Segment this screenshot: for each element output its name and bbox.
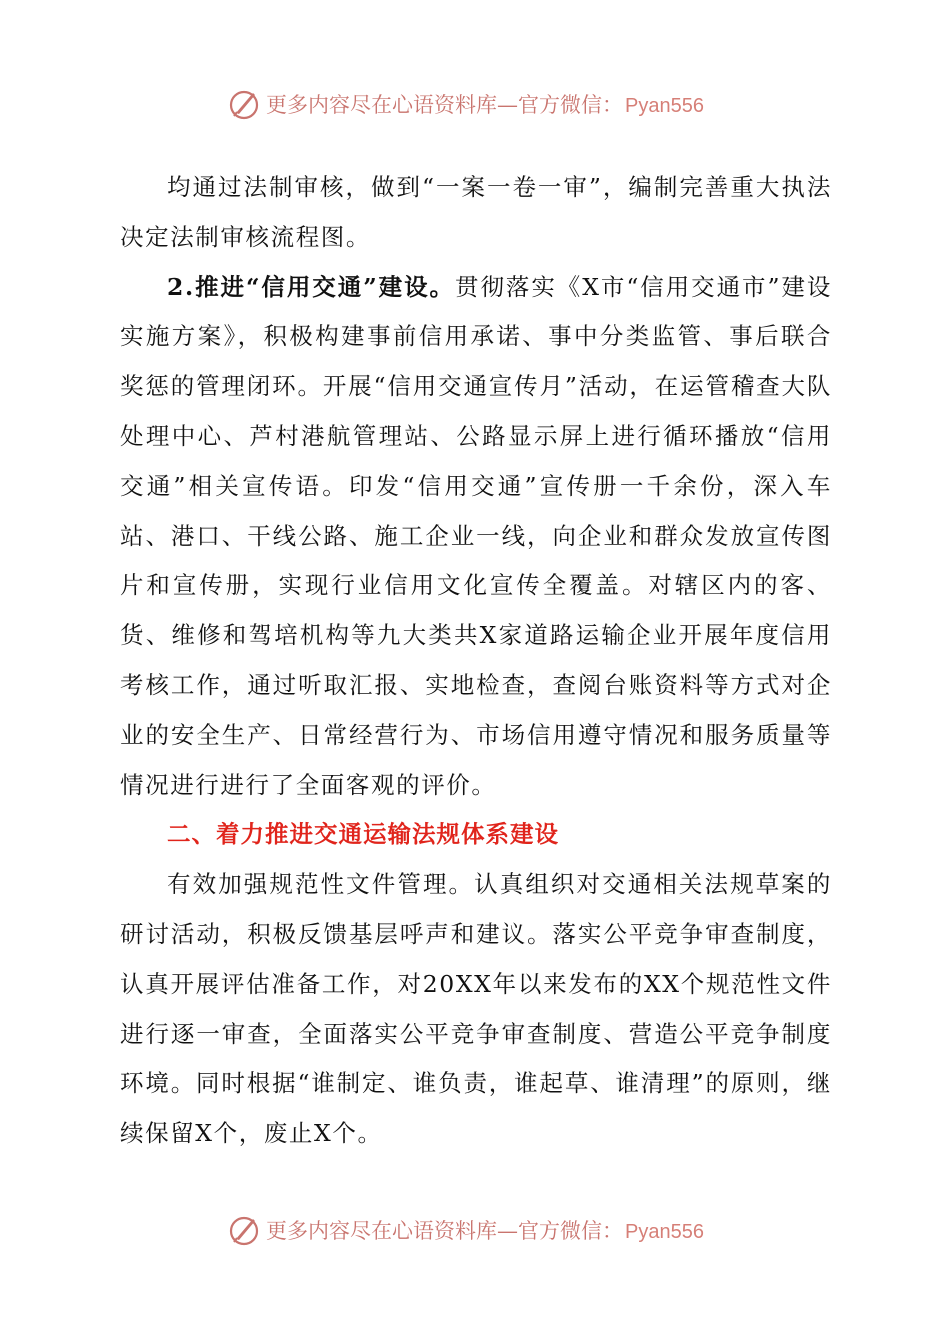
paragraph-2	[120, 263, 832, 811]
wechat-id: Pyan556	[625, 1221, 704, 1243]
paragraph-3: 有效加强规范性文件管理。认真组织对交通相关法规草案的研讨活动，积极反馈基层呼声和建议。落实公平竞争审查制度，认真开展评估准备工作，对20XX年以来发布的XX个规范性文件进行逐一审查，全面落实公平竞争审查制度、营造公平竞争制度环境。同时根据“谁制定、谁负责，谁起草、谁清理”的原则，继续保留X个，废止X个。	[120, 870, 832, 1148]
section-2-title: 二、着力推进交通运输法规体系建设	[167, 820, 559, 849]
paragraph-2-body: 贯彻落实《X市“信用交通市”建设实施方案》，积极构建事前信用承诺、事中分类监管、事后联合奖惩的管理闭环。开展“信用交通宣传月”活动，在运管稽查大队处理中心、芦村港航管理站、公路显示屏上进行循环播放“信用交通”相关宣传语。印发“信用交通”宣传册一千余份，深入车站、港口、干线公路、施工企业一线，向企业和群众发放宣传图片和宣传册，实现行业信用文化宣传全覆盖。对辖区内的客、货、维修和驾培机构等九大类共X家道路运输企业开展年度信用考核工作，通过听取汇报、实地检查，查阅台账资料等方式对企业的安全生产、日常经营行为、市场信用遵守情况和服务质量等情况进行进行了全面客观的评价。	[120, 272, 833, 799]
banner-text: 更多内容尽在心语资料库—官方微信： Pyan556	[266, 1219, 704, 1243]
paragraph-1: 均通过法制审核，做到“一案一卷一审”，编制完善重大执法决定法制审核流程图。	[120, 173, 832, 251]
quill-logo-icon	[226, 86, 262, 122]
header-banner	[0, 84, 950, 124]
subheading-credit-transport: 2.推进“信用交通”建设。	[167, 272, 455, 301]
document-body	[120, 163, 832, 1159]
banner-text: 更多内容尽在心语资料库—官方微信： Pyan556	[266, 93, 704, 117]
wechat-id: Pyan556	[625, 95, 704, 117]
quill-logo-icon	[226, 1212, 262, 1248]
footer-banner	[0, 1210, 950, 1250]
